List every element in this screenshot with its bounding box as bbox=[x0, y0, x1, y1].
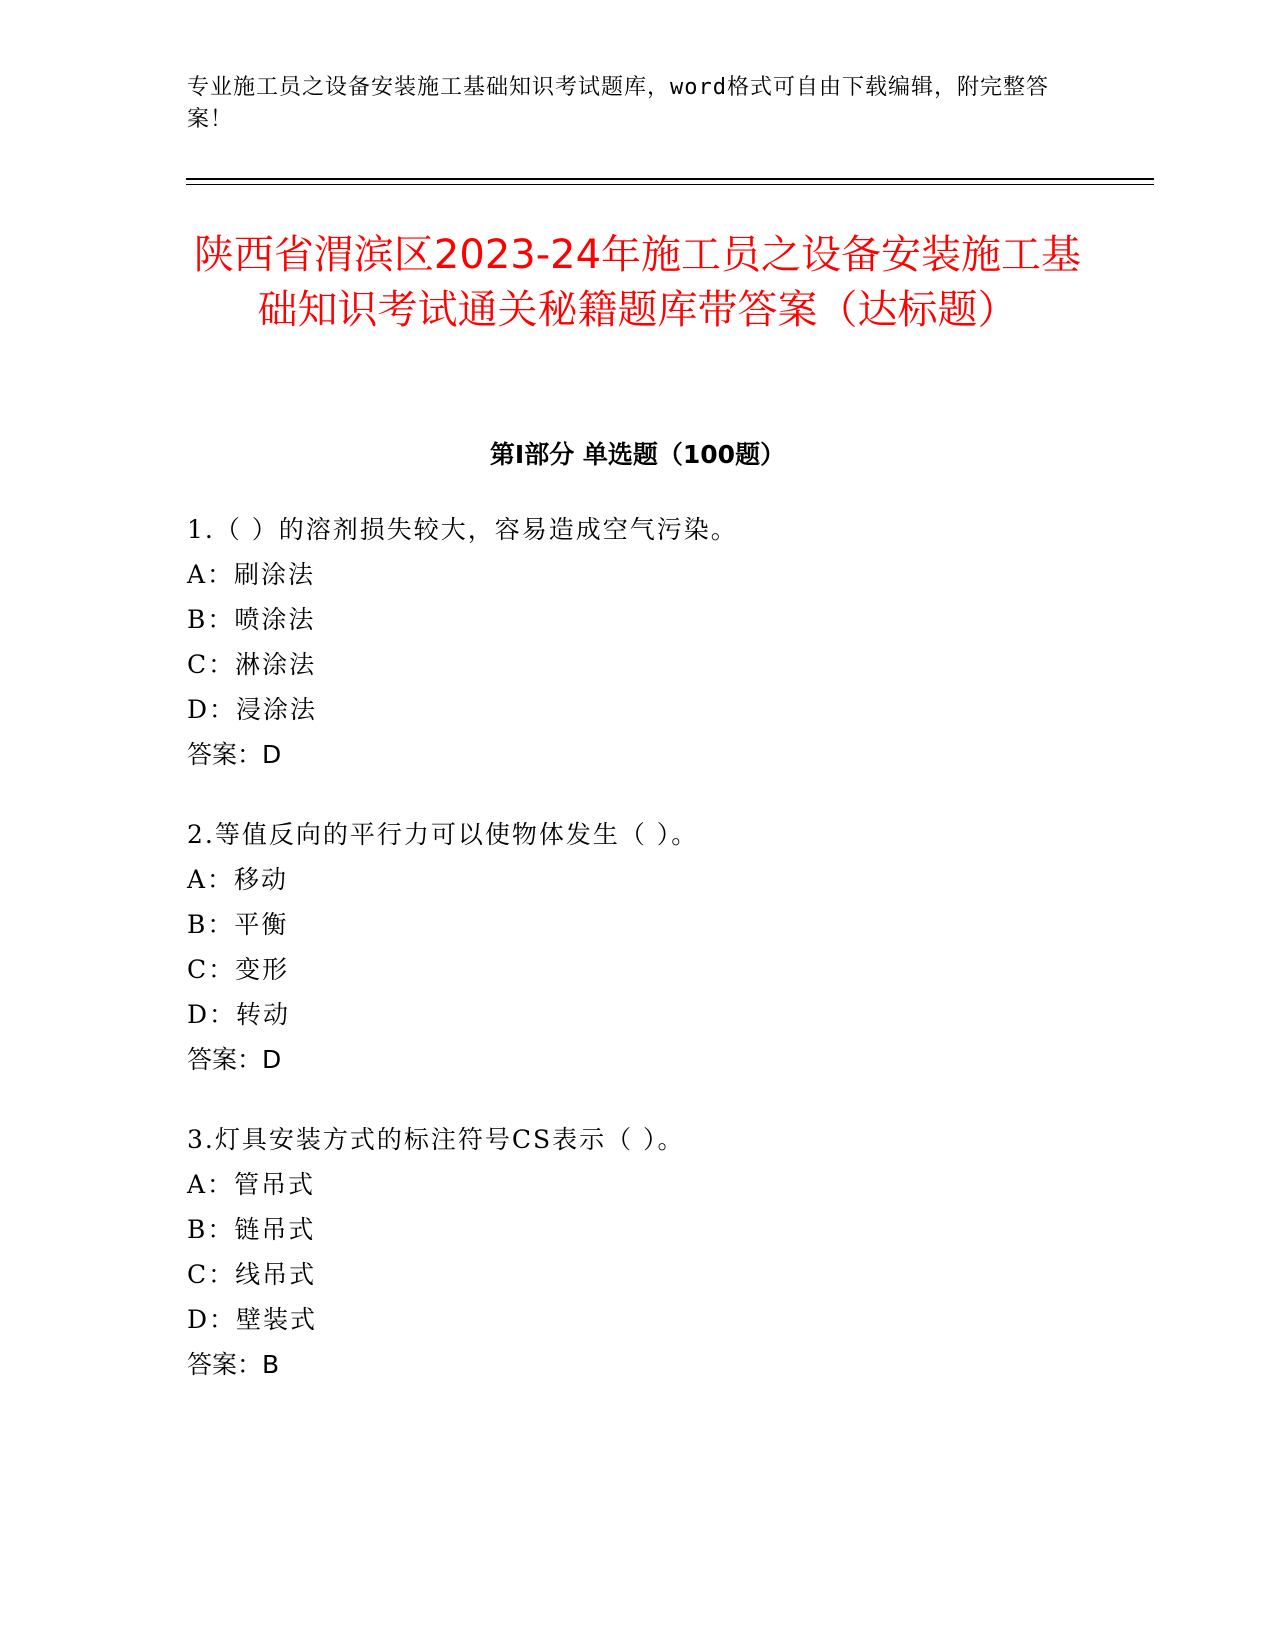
option-d: D：转动 bbox=[187, 1000, 291, 1029]
option-d: D：壁装式 bbox=[187, 1305, 318, 1334]
option-a: A：管吊式 bbox=[187, 1170, 316, 1199]
option-b: B：链吊式 bbox=[187, 1215, 316, 1244]
option-a: A：刷涂法 bbox=[187, 560, 316, 589]
option-c: C：淋涂法 bbox=[187, 650, 317, 679]
question-stem: 2.等值反向的平行力可以使物体发生（ ）。 bbox=[187, 820, 699, 849]
question-1 bbox=[187, 507, 1187, 777]
option-b: B：喷涂法 bbox=[187, 605, 316, 634]
header-rule-thick bbox=[186, 178, 1154, 180]
answer: 答案：B bbox=[187, 1350, 280, 1379]
question-2 bbox=[187, 812, 1187, 1082]
answer: 答案：D bbox=[187, 1045, 282, 1074]
question-3 bbox=[187, 1117, 1187, 1387]
option-a: A：移动 bbox=[187, 865, 289, 894]
question-stem: 1.（ ）的溶剂损失较大，容易造成空气污染。 bbox=[187, 515, 738, 544]
header-note: 专业施工员之设备安装施工基础知识考试题库，word格式可自由下载编辑，附完整答案！ bbox=[187, 75, 1049, 132]
option-c: C：线吊式 bbox=[187, 1260, 317, 1289]
question-stem: 3.灯具安装方式的标注符号CS表示（ ）。 bbox=[187, 1125, 685, 1154]
header-rule-thin bbox=[186, 184, 1154, 185]
option-c: C：变形 bbox=[187, 955, 290, 984]
answer: 答案：D bbox=[187, 740, 282, 769]
section-title: 第Ⅰ部分 单选题（100题） bbox=[489, 440, 786, 469]
option-d: D：浸涂法 bbox=[187, 695, 318, 724]
option-b: B：平衡 bbox=[187, 910, 289, 939]
page-title: 陕西省渭滨区2023-24年施工员之设备安装施工基础知识考试通关秘籍题库带答案（达标题） bbox=[193, 232, 1082, 333]
